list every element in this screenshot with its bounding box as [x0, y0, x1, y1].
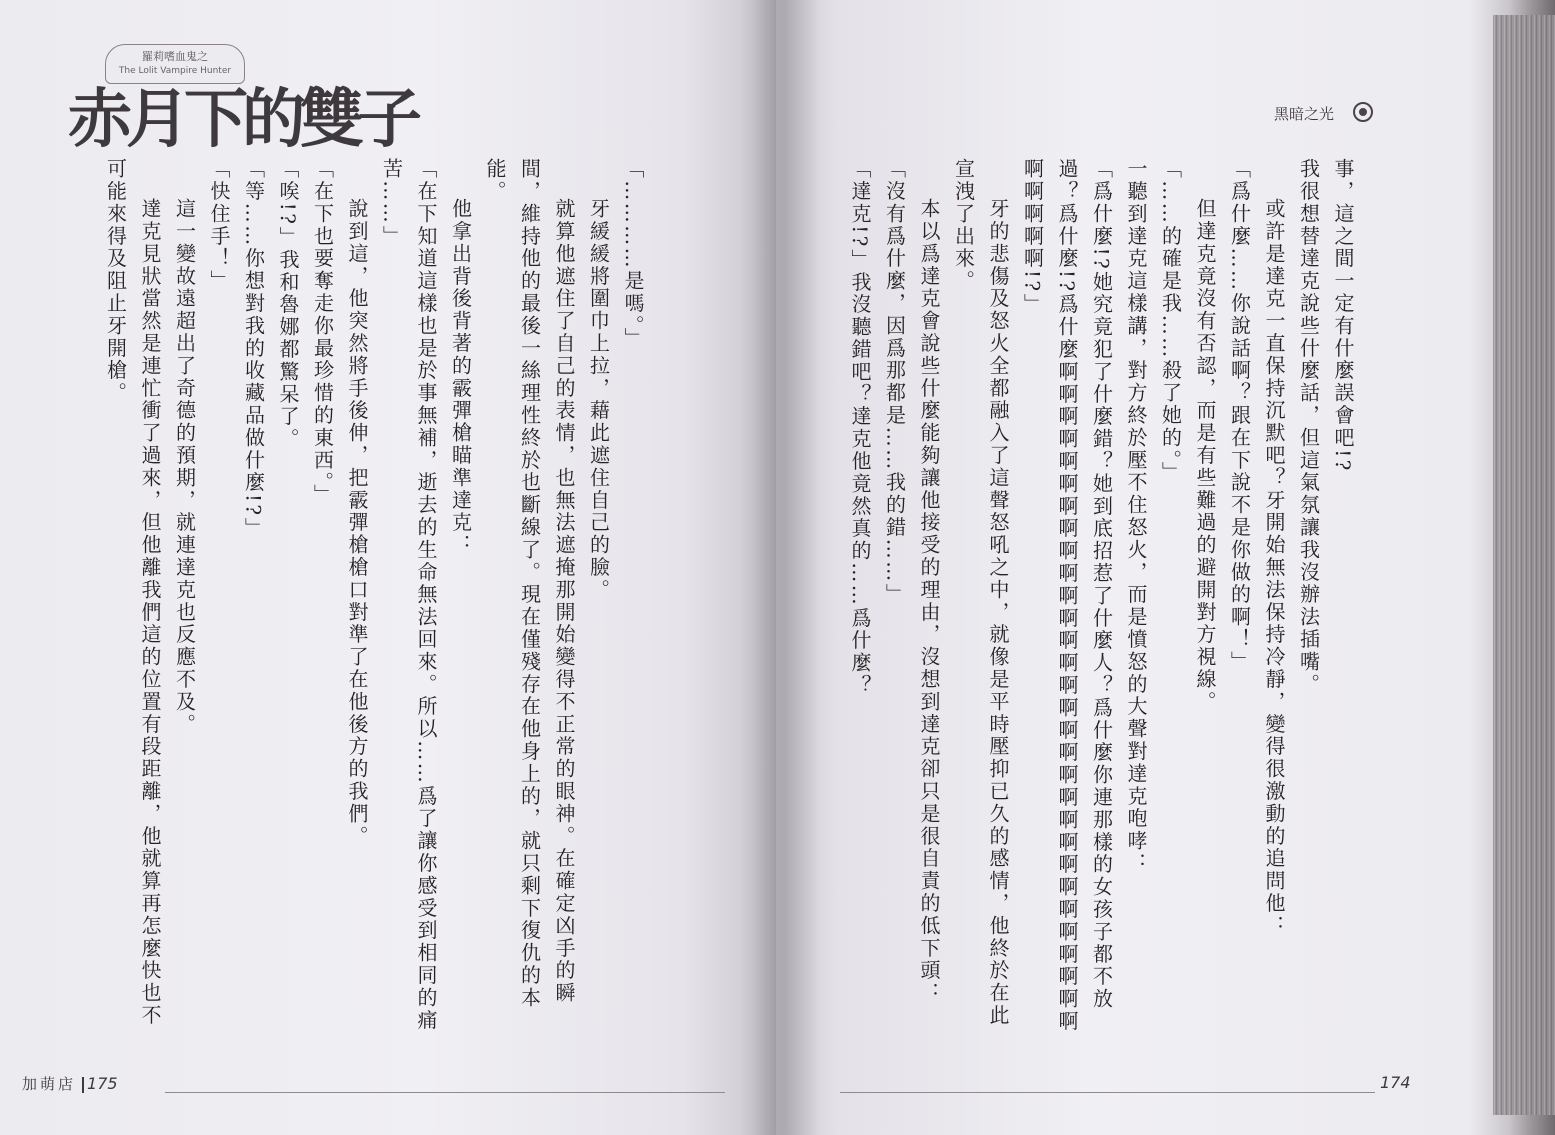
chapter-ornament-icon: [1353, 102, 1373, 122]
paragraph: 「……的確是我……殺了她的。」: [1158, 158, 1183, 484]
paragraph: 說到這，他突然將手後伸，把霰彈槍槍口對準了在他後方的我們。: [345, 198, 369, 848]
paragraph: 「唉!?」我和魯娜都驚呆了。: [276, 158, 300, 451]
paragraph: 一聽到達克這樣講，對方終於壓不住怒火，而是憤怒的大聲對達克咆哮：: [1124, 158, 1148, 875]
paragraph: 「等……你想對我的收藏品做什麼!?」: [241, 158, 266, 540]
series-badge: [105, 44, 245, 84]
page-number: 175: [87, 1074, 118, 1093]
paragraph: 「在下也要奪走你最珍惜的東西。」: [310, 158, 335, 507]
chapter-title: 黑暗之光: [1274, 105, 1335, 123]
footer-divider: [82, 1077, 84, 1093]
right-footer: [1380, 1073, 1411, 1092]
paragraph: 這一變故遠超出了奇德的預期，就連達克也反應不及。: [172, 198, 197, 736]
paragraph: 牙的悲傷及怒火全都融入了這聲怒吼之中，就像是平時壓抑已久的感情，他終於在此宣洩了出來。: [951, 158, 1010, 1027]
right-page-text: [848, 158, 1360, 1038]
paragraph: 「爲什麼!?她究竟犯了什麼錯？她到底招惹了什麼人？爲什麼你連那樣的女孩子都不放過？爲什麼!?爲什麼啊啊啊啊啊啊啊啊啊啊啊啊啊啊啊啊啊啊啊啊啊啊啊啊啊啊啊啊啊啊啊啊啊啊啊!?」: [1020, 158, 1114, 1033]
paragraph: 本以爲達克會說些什麼能夠讓他接受的理由，沒想到達克卻只是很自責的低下頭：: [917, 198, 941, 1005]
paragraph: 牙緩緩將圍巾上拉，藉此遮住自己的臉。: [586, 198, 611, 602]
footer-rule: [165, 1092, 725, 1093]
left-footer: [22, 1073, 118, 1094]
footer-label: 加萌店: [22, 1075, 77, 1093]
paragraph: 「…………是嗎。」: [621, 158, 645, 350]
book-title: 赤月下的雙子: [68, 82, 416, 157]
footer-rule: [840, 1092, 1375, 1093]
book-gutter: [740, 0, 820, 1135]
paragraph: 「沒有爲什麼，因爲那都是……我的錯……」: [882, 158, 907, 606]
paragraph: 或許是達克一直保持沉默吧？牙開始無法保持冷靜，變得很激動的追問他：: [1262, 198, 1286, 938]
paragraph: 「快住手！」: [207, 158, 231, 293]
paragraph: 「在下知道這樣也是於事無補，逝去的生命無法回來。所以……爲了讓你感受到相同的痛苦……」: [379, 158, 438, 1032]
paragraph: 「爲什麼……你說話啊？跟在下說不是你做的啊！」: [1227, 158, 1252, 674]
paragraph: 事，這之間一定有什麼誤會吧!?: [1331, 158, 1355, 473]
paragraph: 他拿出背後背著的霰彈槍瞄準達克：: [448, 198, 473, 557]
paragraph: 我很想替達克說些什麼話，但這氣氛讓我沒辦法插嘴。: [1296, 158, 1321, 696]
series-subtitle: The Lolit Vampire Hunter: [118, 66, 232, 76]
left-page-text: [103, 158, 650, 1038]
paragraph: 就算他遮住了自己的表情，也無法遮掩那開始變得不正常的眼神。在確定凶手的瞬間，維持他的最後一絲理性終於也斷線了。現在僅殘存在他身上的，就只剩下復仇的本能。: [483, 158, 576, 1010]
paragraph: 「達克!?」我沒聽錯吧？達克他竟然真的……爲什麼？: [848, 158, 872, 697]
paragraph: 但達克竟沒有否認，而是有些難過的避開對方視線。: [1193, 198, 1217, 714]
paragraph: 達克見狀當然是連忙衝了過來，但他離我們這的位置有段距離，他就算再怎麼快也不可能來得及阻止牙開槍。: [103, 158, 162, 1027]
page-number: 174: [1380, 1073, 1411, 1092]
left-page: [0, 0, 776, 1135]
series-label: 羅莉嗜血鬼之: [142, 50, 208, 63]
page-edges: [1493, 15, 1555, 1115]
